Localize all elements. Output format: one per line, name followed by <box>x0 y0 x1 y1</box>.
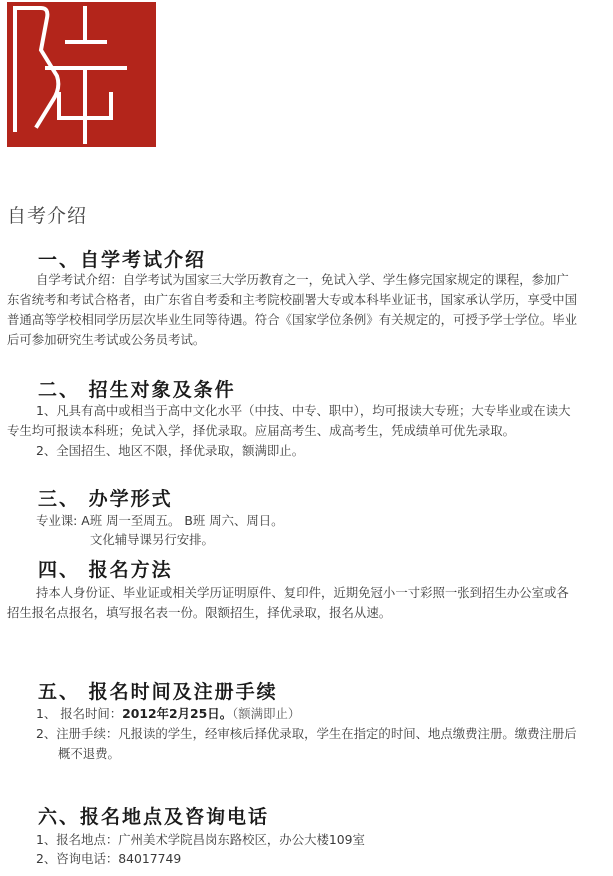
method-line-2: 招生报名点报名，填写报名表一份。限额招生，择优录取，报名从速。 <box>7 605 392 620</box>
time-line <box>36 704 300 724</box>
intro-line-4: 后可参加研究生考试或公务员考试。 <box>7 332 206 347</box>
format-line-1: 专业课: A班 周一至周五。 B班 周六、周日。 <box>36 513 284 528</box>
location-line: 1、报名地点：广州美术学院昌岗东路校区，办公大楼109室 <box>36 832 365 847</box>
format-line-2: 文化辅导课另行安排。 <box>90 532 214 547</box>
enrollment-line-2: 专生均可报读本科班；免试入学，择优录取。应届高考生、成高考生，凭成绩单可优先录取。 <box>7 423 516 438</box>
section-heading-format: 三、 办学形式 <box>38 488 173 510</box>
intro-line-2: 东省统考和考试合格者，由广东省自考委和主考院校副署大专或本科毕业证书，国家承认学历，享受中国 <box>7 292 577 307</box>
method-line-1: 持本人身份证、毕业证或相关学历证明原件、复印件，近期免冠小一寸彩照一张到招生办公室或各 <box>36 585 569 600</box>
section-heading-enrollment: 二、 招生对象及条件 <box>38 379 236 401</box>
section-heading-location: 六、报名地点及咨询电话 <box>38 806 270 828</box>
registration-line-1: 2、注册手续：凡报读的学生，经审核后择优录取，学生在指定的时间、地点缴费注册。缴费注册后 <box>36 726 577 741</box>
lu-character-logo <box>7 2 156 147</box>
section-heading-time: 五、 报名时间及注册手续 <box>38 681 278 703</box>
intro-line-1: 自学考试介绍：自学考试为国家三大学历教育之一，免试入学、学生修完国家规定的课程，参加广 <box>36 272 569 287</box>
section-heading-method: 四、 报名方法 <box>38 559 173 581</box>
lu-glyph-icon <box>7 2 156 147</box>
time-note: （额满即止） <box>232 706 301 721</box>
enrollment-line-1: 1、凡具有高中或相当于高中文化水平（中技、中专、职中），均可报读大专班；大专毕业或在读大 <box>36 403 571 418</box>
phone-line: 2、咨询电话：84017749 <box>36 851 182 866</box>
time-prefix: 1、 报名时间： <box>36 706 123 721</box>
page-title: 自考介绍 <box>7 205 88 227</box>
time-value: 2012年2月25日。 <box>122 706 233 721</box>
intro-line-3: 普通高等学校相同学历层次毕业生同等待遇。符合《国家学位条例》有关规定的，可授予学士学位。毕业 <box>7 312 577 327</box>
section-heading-intro: 一、自学考试介绍 <box>38 249 207 271</box>
registration-line-2: 概不退费。 <box>58 746 120 761</box>
enrollment-line-3: 2、全国招生、地区不限，择优录取，额满即止。 <box>36 443 305 458</box>
